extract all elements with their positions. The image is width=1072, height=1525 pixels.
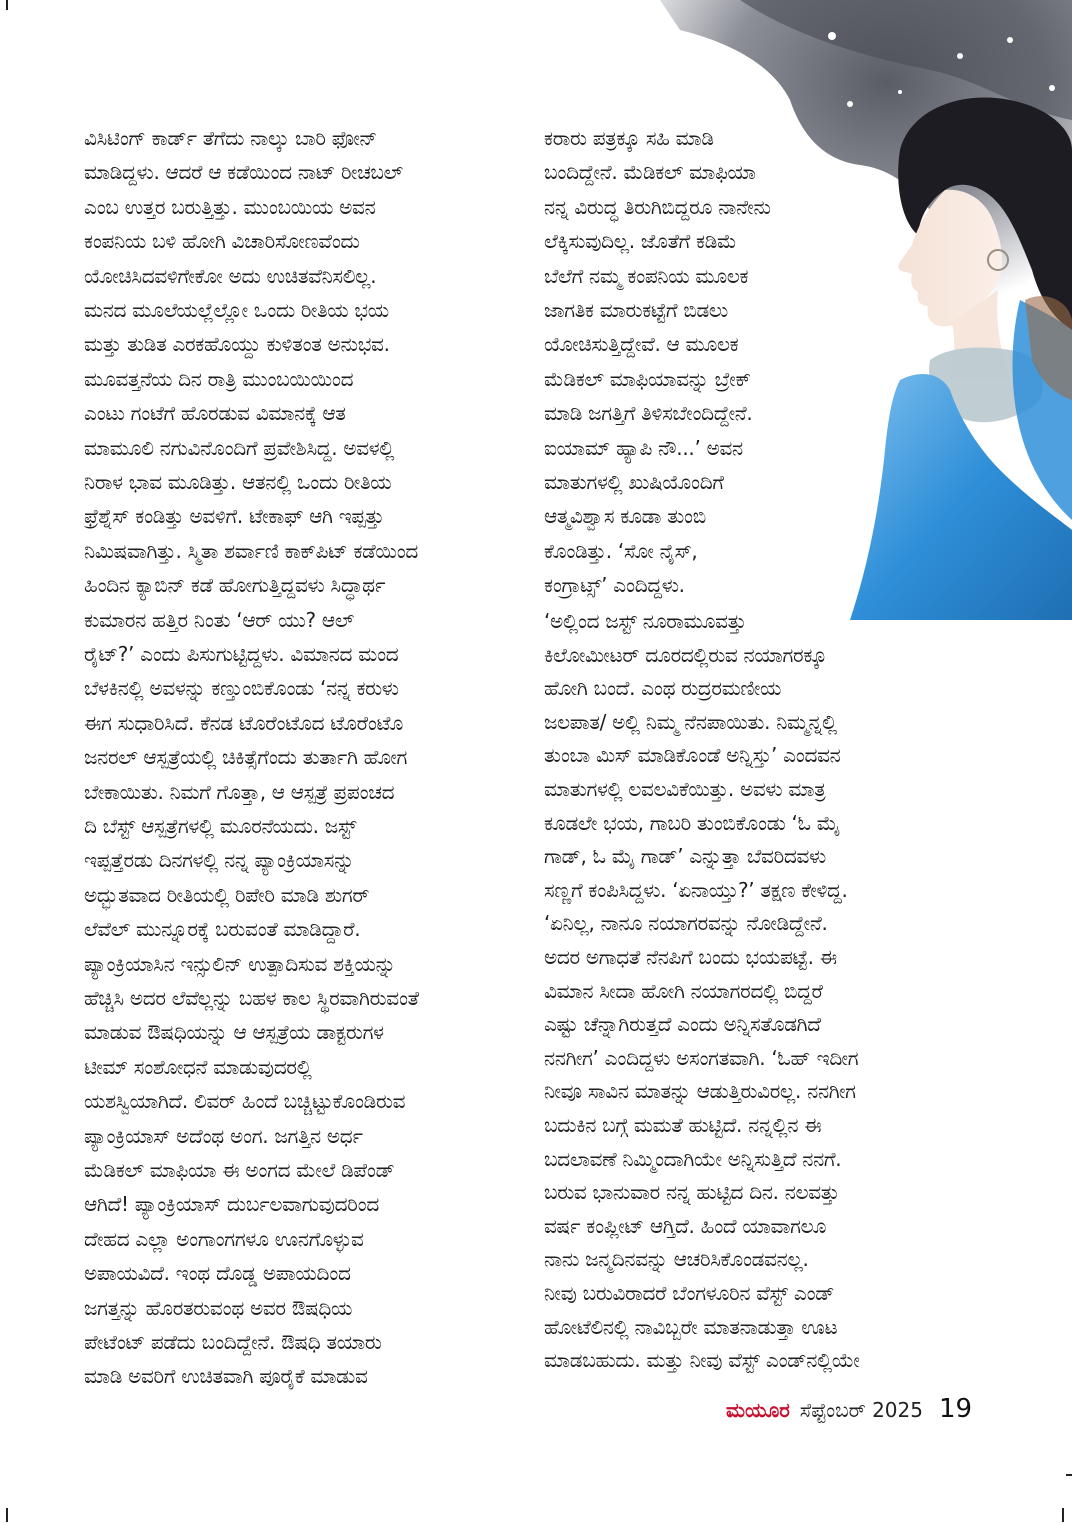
text-line: ಬರುವ ಭಾನುವಾರ ನನ್ನ ಹುಟ್ಟಿದ ದಿನ. ನಲವತ್ತು [544,1180,840,1205]
page-footer [726,1394,972,1430]
text-line: ಐಯಾಮ್ ಹ್ಯಾಪಿ ನೌ...’ ಅವನ [544,435,743,460]
crop-mark-right-mid [1066,1474,1072,1476]
text-line: ಫ್ರೆಶ್ನೆಸ್ ಕಂಡಿತ್ತು ಅವಳಿಗೆ. ಟೇಕಾಫ್ ಆಗಿ ಇಪ್ಪತ್ತು [84,504,384,529]
text-line: ಆತ್ಮವಿಶ್ವಾಸ ಕೂಡಾ ತುಂಬಿ [544,504,706,529]
text-line: ಹೋಟೆಲಿನಲ್ಲಿ ನಾವಿಬ್ಬರೇ ಮಾತನಾಡುತ್ತಾ ಊಟ [544,1314,838,1339]
text-line: ದೇಹದ ಎಲ್ಲಾ ಅಂಗಾಂಗಗಳೂ ಊನಗೊಳ್ಳುವ [84,1226,364,1251]
issue-date: ಸೆಪ್ಟೆಂಬರ್ 2025 [799,1398,923,1422]
text-line: ಕಂಗ್ರಾಟ್ಸ್’ ಎಂದಿದ್ದಳು. [544,573,685,598]
text-line: ಅದರ ಅಗಾಧತೆ ನೆನಪಿಗೆ ಬಂದು ಭಯಪಟ್ಟೆ. ಈ [544,945,837,969]
text-line: ನಾನು ಜನ್ಮದಿನವನ್ನು ಆಚರಿಸಿಕೊಂಡವನಲ್ಲ. [544,1247,809,1272]
text-line: ವರ್ಷ ಕಂಪ್ಲೀಟ್ ಆಗ್ತಿದೆ. ಹಿಂದೆ ಯಾವಾಗಲೂ [544,1213,827,1238]
text-line: ಇಪ್ಪತ್ತೆರಡು ದಿನಗಳಲ್ಲಿ ನನ್ನ ಪ್ಯಾಂಕ್ರಿಯಾಸನ್ನು [84,848,354,873]
magazine-name: ಮಯೂರ [726,1398,790,1422]
text-line: ಯೋಚಿಸಿದವಳಿಗೇಕೋ ಅದು ಉಚಿತವೆನಿಸಲಿಲ್ಲ. [84,263,377,288]
text-line: ಈಗ ಸುಧಾರಿಸಿದೆ. ಕೆನಡ ಟೊರೆಂಟೊದ ಟೊರೆಂಟೊ [84,710,403,735]
text-line: ‘ಅಲ್ಲಿಂದ ಜಸ್ಟ್ ನೂರಾಮೂವತ್ತು [544,609,747,633]
text-line: ಮಾಡಿ ಜಗತ್ತಿಗೆ ತಿಳಿಸಬೇಂದಿದ್ದೇನೆ. [544,401,753,426]
text-line: ಮಾಡಿದ್ದಳು. ಆದರೆ ಆ ಕಡೆಯಿಂದ ನಾಟ್ ರೀಚಬಲ್ [84,160,403,185]
text-line: ನೀವು ಬರುವಿರಾದರೆ ಬೆಂಗಳೂರಿನ ವೆಸ್ಟ್ ಎಂಡ್ [544,1281,835,1305]
text-line: ಬೆಲೆಗೆ ನಮ್ಮ ಕಂಪನಿಯ ಮೂಲಕ [544,263,749,288]
text-line: ಮೂವತ್ತನೆಯ ದಿನ ರಾತ್ರಿ ಮುಂಬಯಿಯಿಂದ [84,366,354,391]
text-line: ನಿಮಿಷವಾಗಿತ್ತು. ಸ್ಮಿತಾ ಶರ್ವಾಣಿ ಕಾಕ್‌ಪಿಟ್ ಕಡೆಯಿಂದ [84,538,419,563]
text-line: ಬದುಕಿನ ಬಗ್ಗೆ ಮಮತೆ ಹುಟ್ಟಿದೆ. ನನ್ನಲ್ಲಿನ ಈ [544,1113,822,1137]
text-line: ಕುಮಾರನ ಹತ್ತಿರ ನಿಂತು ‘ಆರ್ ಯು? ಆಲ್ [84,607,354,632]
text-line: ಮಾಡುವ ಔಷಧಿಯನ್ನು ಆ ಆಸ್ಪತ್ರೆಯ ಡಾಕ್ಟರುಗಳ [84,1020,384,1045]
text-line: ಜಾಗತಿಕ ಮಾರುಕಟ್ಟೆಗೆ ಬಿಡಲು [544,298,728,322]
text-line: ಪ್ಯಾಂಕ್ರಿಯಾಸ್ ಅದೆಂಥ ಅಂಗ. ಜಗತ್ತಿನ ಅರ್ಧ [84,1123,363,1148]
text-line: ಕರಾರು ಪತ್ರಕ್ಕೂ ಸಹಿ ಮಾಡಿ [544,126,714,150]
text-line: ಬೆಳಕಿನಲ್ಲಿ ಅವಳನ್ನು ಕಣ್ತುಂಬಿಕೊಂಡು ‘ನನ್ನ ಕರುಳು [84,676,399,701]
text-line: ಟೀಮ್ ಸಂಶೋಧನೆ ಮಾಡುವುದರಲ್ಲಿ [84,1054,312,1079]
text-line: ಎಂಬ ಉತ್ತರ ಬರುತ್ತಿತ್ತು. ಮುಂಬಯಿಯ ಅವನ [84,194,376,219]
text-line: ಯಶಸ್ವಿಯಾಗಿದೆ. ಲಿವರ್ ಹಿಂದೆ ಬಚ್ಚಿಟ್ಟುಕೊಂಡಿರುವ [84,1089,406,1114]
text-line: ಹೆಚ್ಚಿಸಿ ಅದರ ಲೆವೆಲ್ಲನ್ನು ಬಹಳ ಕಾಲ ಸ್ಥಿರವಾಗಿರುವಂತೆ [84,986,419,1010]
text-line: ಮೆಡಿಕಲ್ ಮಾಫಿಯಾ ಈ ಅಂಗದ ಮೇಲೆ ಡಿಪೆಂಡ್ [84,1158,395,1182]
text-line: ಮಾತುಗಳಲ್ಲಿ ಖುಷಿಯೊಂದಿಗೆ [544,470,724,494]
crop-mark-bottom-left [6,1508,8,1522]
text-line: ಜಗತ್ತನ್ನು ಹೊರತರುವಂಥ ಅವರ ಔಷಧಿಯ [84,1295,353,1320]
text-line: ವಿಮಾನ ಸೀದಾ ಹೋಗಿ ನಯಾಗರದಲ್ಲಿ ಬಿದ್ದರೆ [544,978,823,1003]
crop-mark-top-left [6,0,8,10]
text-line: ನನಗೀಗ’ ಎಂದಿದ್ದಳು ಅಸಂಗತವಾಗಿ. ‘ಓಹ್ ಇದೀಗ [544,1045,859,1070]
text-line: ಪ್ಯಾಂಕ್ರಿಯಾಸಿನ ಇನ್ಸುಲಿನ್ ಉತ್ಪಾದಿಸುವ ಶಕ್ತಿಯನ್ನು [84,951,396,976]
text-line: ಹಿಂದಿನ ಕ್ಯಾಬಿನ್ ಕಡೆ ಹೋಗುತ್ತಿದ್ದವಳು ಸಿದ್ಧಾರ್ಥ [84,573,386,598]
text-line: ಕಿಲೋಮೀಟರ್ ದೂರದಲ್ಲಿರುವ ನಯಾಗರಕ್ಕೂ [544,642,827,667]
text-line: ಮಾಡಿ ಅವರಿಗೆ ಉಚಿತವಾಗಿ ಪೂರೈಕೆ ಮಾಡುವ [84,1364,368,1389]
text-line: ದಿ ಬೆಸ್ಟ್ ಆಸ್ಪತ್ರೆಗಳಲ್ಲಿ ಮೂರನೆಯದು. ಜಸ್ಟ್ [84,814,357,838]
text-line: ಪೇಟೆಂಟ್ ಪಡೆದು ಬಂದಿದ್ದೇನೆ. ಔಷಧಿ ತಯಾರು [84,1330,382,1354]
text-line: ಕೂಡಲೇ ಭಯ, ಗಾಬರಿ ತುಂಬಿಕೊಂಡು ‘ಓ ಮೈ [544,810,840,835]
page-number: 19 [938,1394,973,1424]
text-line: ನಿರಾಳ ಭಾವ ಮೂಡಿತ್ತು. ಆತನಲ್ಲಿ ಒಂದು ರೀತಿಯ [84,470,392,494]
text-line: ಕೊಂಡಿತ್ತು. ‘ಸೋ ನೈಸ್, [544,538,698,563]
text-line: ಗಾಡ್, ಓ ಮೈ ಗಾಡ್’ ಎನ್ನುತ್ತಾ ಬೆವರಿದವಳು [544,844,826,869]
text-line: ತುಂಬಾ ಮಿಸ್ ಮಾಡಿಕೊಂಡೆ ಅನ್ನಿಸ್ತು’ ಎಂದವನ [544,743,841,768]
text-line: ಜನರಲ್ ಆಸ್ಪತ್ರೆಯಲ್ಲಿ ಚಿಕಿತ್ಸೆಗೆಂದು ತುರ್ತಾಗಿ ಹೋಗ [84,745,408,770]
text-line: ಅಪಾಯವಿದೆ. ಇಂಥ ದೊಡ್ಡ ಅಪಾಯದಿಂದ [84,1261,351,1286]
text-line: ‘ಏನಿಲ್ಲ, ನಾನೂ ನಯಾಗರವನ್ನು ನೋಡಿದ್ದೇನೆ. [544,911,828,936]
text-line: ಹೋಗಿ ಬಂದೆ. ಎಂಥ ರುದ್ರರಮಣೀಯ [544,676,782,701]
text-line: ಬದಲಾವಣೆ ನಿಮ್ಮಿಂದಾಗಿಯೇ ಅನ್ನಿಸುತ್ತಿದೆ ನನಗೆ. [544,1146,842,1171]
text-line: ನೀವೂ ಸಾವಿನ ಮಾತನ್ನು ಆಡುತ್ತಿರುವಿರಲ್ಲ. ನನಗೀಗ [544,1079,856,1104]
text-line: ಲೆಕ್ಕಿಸುವುದಿಲ್ಲ. ಜೊತೆಗೆ ಕಡಿಮೆ [544,229,737,254]
text-line: ಮೆಡಿಕಲ್ ಮಾಫಿಯಾವನ್ನು ಬ್ರೇಕ್ [544,366,751,391]
text-line: ಮಾತುಗಳಲ್ಲಿ ಲವಲವಿಕೆಯಿತ್ತು. ಅವಳು ಮಾತ್ರ [544,777,826,801]
text-line: ಯೋಚಿಸುತ್ತಿದ್ದೇವೆ. ಆ ಮೂಲಕ [544,332,739,357]
text-line: ಆಗಿದೆ! ಪ್ಯಾಂಕ್ರಿಯಾಸ್ ದುರ್ಬಲವಾಗುವುದರಿಂದ [84,1192,379,1217]
text-line: ಅದ್ಭುತವಾದ ರೀತಿಯಲ್ಲಿ ರಿಪೇರಿ ಮಾಡಿ ಶುಗರ್ [84,882,370,907]
text-line: ಎಂಟು ಗಂಟೆಗೆ ಹೊರಡುವ ವಿಮಾನಕ್ಕೆ ಆತ [84,401,346,426]
text-line: ಸಣ್ಣಗೆ ಕಂಪಿಸಿದ್ದಳು. ‘ಏನಾಯ್ತು?’ ತಕ್ಷಣ ಕೇಳಿದ್ದ. [544,877,848,902]
text-line: ನನ್ನ ವಿರುದ್ಧ ತಿರುಗಿಬಿದ್ದರೂ ನಾನೇನು [544,194,771,219]
text-line: ಬಂದಿದ್ದೇನೆ. ಮೆಡಿಕಲ್ ಮಾಫಿಯಾ [544,160,756,185]
text-line: ಮಾಮೂಲಿ ನಗುವಿನೊಂದಿಗೆ ಪ್ರವೇಶಿಸಿದ್ದ. ಅವಳಲ್ಲಿ [84,435,395,460]
text-line: ರೈಟ್?’ ಎಂದು ಪಿಸುಗುಟ್ಟಿದ್ದಳು. ವಿಮಾನದ ಮಂದ [84,642,399,666]
text-line: ಜಲಪಾತ/ ಅಲ್ಲಿ ನಿಮ್ಮ ನೆನಪಾಯಿತು. ನಿಮ್ಮನ್ನಲ್ಲಿ [544,709,837,734]
text-line: ಮಾಡಬಹುದು. ಮತ್ತು ನೀವು ವೆಸ್ಟ್ ಎಂಡ್‌ನಲ್ಲಿಯೇ [544,1348,860,1373]
crop-mark-bottom-right [1062,1508,1064,1522]
text-line: ಮನದ ಮೂಲೆಯಲ್ಲೆಲ್ಲೋ ಒಂದು ರೀತಿಯ ಭಯ [84,298,389,322]
text-line: ವಿಸಿಟಿಂಗ್ ಕಾರ್ಡ್ ತೆಗೆದು ನಾಲ್ಕು ಬಾರಿ ಫೋನ್ [84,126,377,150]
text-line: ಕಂಪನಿಯ ಬಳಿ ಹೋಗಿ ವಿಚಾರಿಸೋಣವೆಂದು [84,229,360,254]
text-line: ಮತ್ತು ತುಡಿತ ಎರಕಹೊಯ್ದು ಕುಳಿತಂತ ಅನುಭವ. [84,332,390,357]
text-line: ಲೆವೆಲ್ ಮುನ್ನೂರಕ್ಕೆ ಬರುವಂತೆ ಮಾಡಿದ್ದಾರೆ. [84,917,361,942]
text-line: ಬೇಕಾಯಿತು. ನಿಮಗೆ ಗೊತ್ತಾ, ಆ ಆಸ್ಪತ್ರೆ ಪ್ರಪಂಚದ [84,779,395,804]
text-line: ಎಷ್ಟು ಚೆನ್ನಾಗಿರುತ್ತದೆ ಎಂದು ಅನ್ನಿಸತೊಡಗಿದೆ [544,1012,821,1037]
